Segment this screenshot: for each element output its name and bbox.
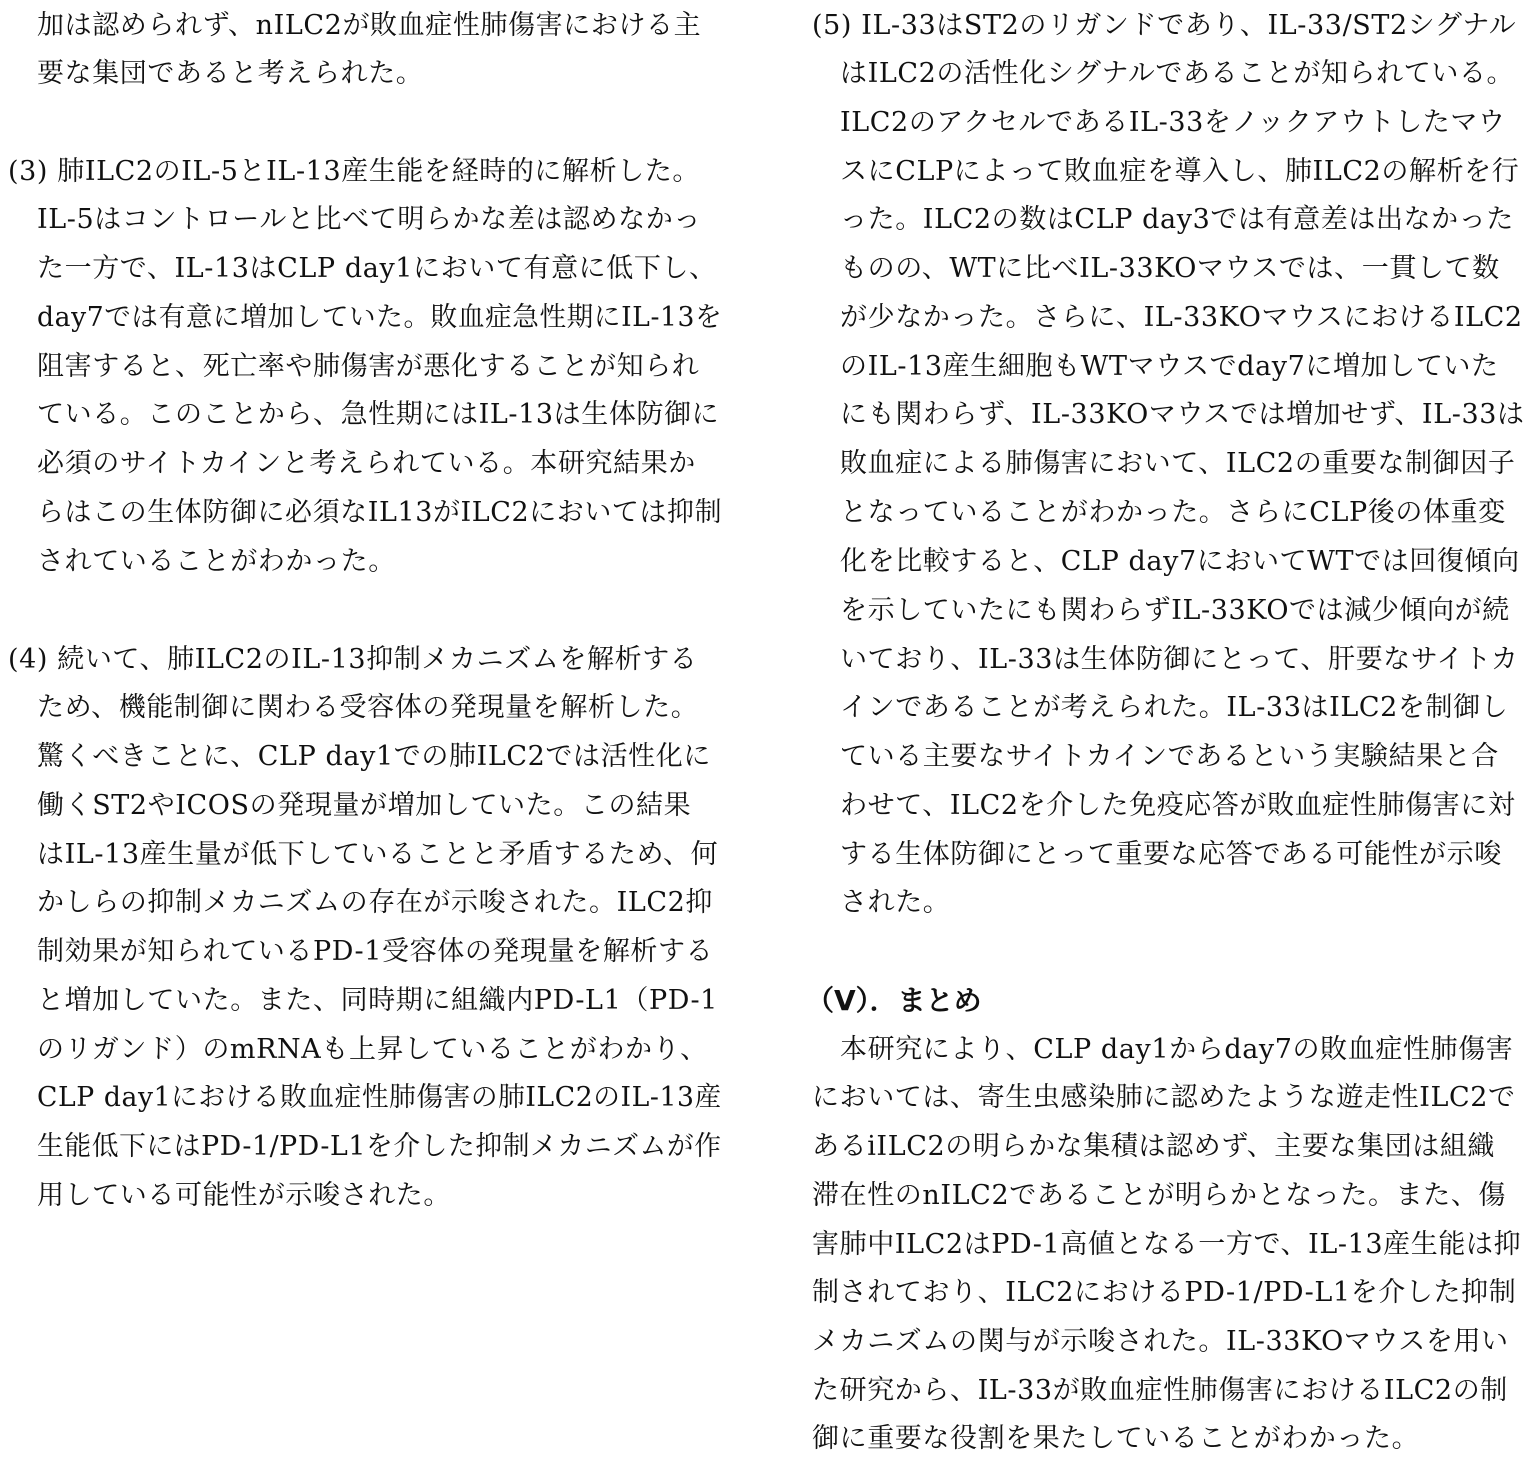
item5-line: インであることが考えられた。IL-33はILC2を制御し — [840, 692, 1509, 723]
intro-line: 要な集団であると考えられた。 — [37, 58, 424, 89]
item5-line: った。ILC2の数はCLP day3では有意差は出なかった — [840, 204, 1514, 235]
item4-line: 生能低下にはPD-1/PD-L1を介した抑制メカニズムが作 — [37, 1131, 722, 1162]
item5-line: わせて、ILC2を介した免疫応答が敗血症性肺傷害に対 — [840, 790, 1516, 821]
item3-line: day7では有意に増加していた。敗血症急性期にIL-13を — [37, 302, 723, 333]
item4-line: (4) 続いて、肺ILC2のIL-13抑制メカニズムを解析する — [8, 644, 698, 675]
item4-line: と増加していた。また、同時期に組織内PD-L1（PD-1 — [37, 985, 718, 1016]
summary-line: あるiILC2の明らかな集積は認めず、主要な集団は組織 — [812, 1131, 1496, 1162]
item4-line: 用している可能性が示唆された。 — [37, 1180, 451, 1211]
item3-line: IL-5はコントロールと比べて明らかな差は認めなかっ — [37, 204, 701, 235]
item5-line: 化を比較すると、CLP day7においてWTでは回復傾向 — [840, 546, 1520, 577]
item5-line: ILC2のアクセルであるIL-33をノックアウトしたマウ — [840, 107, 1506, 138]
item5-line: はILC2の活性化シグナルであることが知られている。 — [840, 58, 1515, 89]
item5-line: された。 — [840, 887, 951, 918]
intro-line: 加は認められず、nILC2が敗血症性肺傷害における主 — [37, 10, 702, 41]
item5-line: する生体防御にとって重要な応答である可能性が示唆 — [840, 839, 1502, 870]
item4-line: ため、機能制御に関わる受容体の発現量を解析した。 — [37, 692, 699, 723]
item3-line: 必須のサイトカインと考えられている。本研究結果か — [37, 448, 696, 479]
item4-line: 制効果が知られているPD-1受容体の発現量を解析する — [37, 936, 714, 967]
item4-line: 働くST2やICOSの発現量が増加していた。この結果 — [37, 790, 692, 821]
summary-line: 滞在性のnILC2であることが明らかとなった。また、傷 — [812, 1180, 1507, 1211]
summary-line: においては、寄生虫感染肺に認めたような遊走性ILC2で — [812, 1082, 1516, 1113]
item3-line: 阻害すると、死亡率や肺傷害が悪化することが知られ — [37, 351, 700, 382]
item5-line: 敗血症による肺傷害において、ILC2の重要な制御因子 — [840, 448, 1516, 479]
summary-line: 制されており、ILC2におけるPD-1/PD-L1を介した抑制 — [812, 1277, 1517, 1308]
item4-line: 驚くべきことに、CLP day1での肺ILC2では活性化に — [37, 741, 711, 772]
summary-line: た研究から、IL-33が敗血症性肺傷害におけるILC2の制 — [812, 1375, 1508, 1406]
item3-line: た一方で、IL-13はCLP day1において有意に低下し、 — [37, 253, 717, 284]
item3-line: されていることがわかった。 — [37, 546, 396, 577]
item3-line: (3) 肺ILC2のIL-5とIL-13産生能を経時的に解析した。 — [8, 156, 701, 187]
summary-line: 本研究により、CLP day1からday7の敗血症性肺傷害 — [840, 1034, 1514, 1065]
item3-line: ている。このことから、急性期にはIL-13は生体防御に — [37, 399, 720, 430]
item5-line: となっていることがわかった。さらにCLP後の体重変 — [840, 497, 1506, 528]
item5-line: ている主要なサイトカインであるという実験結果と合 — [840, 741, 1499, 772]
item5-line: スにCLPによって敗血症を導入し、肺ILC2の解析を行 — [840, 156, 1520, 187]
item5-line: にも関わらず、IL-33KOマウスでは増加せず、IL-33は — [840, 399, 1525, 430]
item5-line: (5) IL-33はST2のリガンドであり、IL-33/ST2シグナル — [812, 10, 1517, 41]
item5-line: ものの、WTに比べIL-33KOマウスでは、一貫して数 — [840, 253, 1500, 284]
item5-line: を示していたにも関わらずIL-33KOでは減少傾向が続 — [840, 595, 1510, 626]
item3-line: らはこの生体防御に必須なIL13がILC2においては抑制 — [37, 497, 723, 528]
summary-line: 御に重要な役割を果たしていることがわかった。 — [812, 1423, 1420, 1454]
summary-line: メカニズムの関与が示唆された。IL-33KOマウスを用い — [812, 1326, 1509, 1357]
item5-line: が少なかった。さらに、IL-33KOマウスにおけるILC2 — [840, 302, 1523, 333]
item4-line: のリガンド）のmRNAも上昇していることがわかり、 — [37, 1034, 708, 1065]
item4-line: はIL-13産生量が低下していることと矛盾するため、何 — [37, 839, 719, 870]
section-heading: （V）．まとめ — [806, 984, 982, 1017]
item4-line: CLP day1における敗血症性肺傷害の肺ILC2のIL-13産 — [37, 1082, 722, 1113]
item4-line: かしらの抑制メカニズムの存在が示唆された。ILC2抑 — [37, 887, 714, 918]
item5-line: のIL-13産生細胞もWTマウスでday7に増加していた — [840, 351, 1499, 382]
summary-line: 害肺中ILC2はPD-1高値となる一方で、IL-13産生能は抑 — [812, 1229, 1522, 1260]
item5-line: いており、IL-33は生体防御にとって、肝要なサイトカ — [840, 644, 1519, 675]
